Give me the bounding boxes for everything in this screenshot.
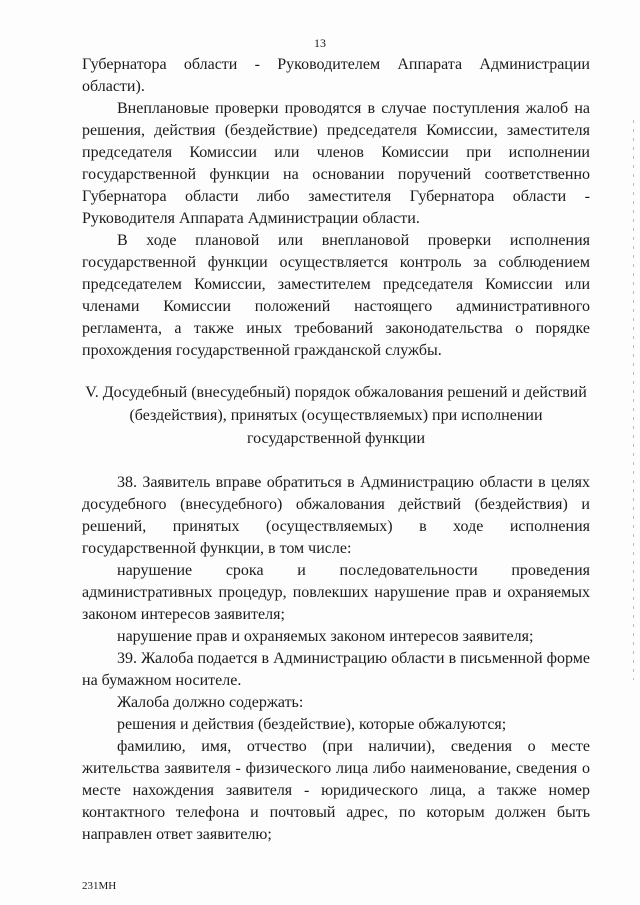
page-number: 13	[314, 36, 326, 50]
paragraph-unscheduled-inspections: Внеплановые проверки проводятся в случае поступления жалоб на решения, действия (бездействие) председателя Комиссии, заместителя председателя Комиссии или членов Комиссии при исполнении государственной функции на основании поручений соответственно Губернатора области либо заместителя Губернатора области - Руководителя Аппарата Администрации области.	[82, 100, 590, 227]
section-title-line-1: V. Досудебный (внесудебный) порядок обжалования решений и действий	[85, 384, 587, 401]
paragraph-inspection-control: В ходе плановой или внеплановой проверки исполнения государственной функции осуществляется контроль за соблюдением председателем Комиссии, заместителем председателя Комиссии или членами Комиссии положений настоящего административного регламента, а также иных требований законодательства о порядке прохождения государственной гражданской службы.	[82, 232, 590, 359]
list-item-rights-violation: нарушение прав и охраняемых законом интересов заявителя;	[117, 628, 534, 645]
paragraph-continuation: Губернатора области - Руководителем Аппарата Администрации области).	[82, 56, 590, 95]
list-item-applicant-details: фамилию, имя, отчество (при наличии), сведения о месте жительства заявителя - физического лица либо наименование, сведения о месте нахождения заявителя - юридического лица, а также номер контактного телефона и почтовый адрес, по которым должен быть направлен ответ заявителю;	[82, 738, 590, 843]
body-text-top	[82, 54, 590, 362]
scan-edge-artifact	[633, 120, 634, 680]
paragraph-39: 39. Жалоба подается в Администрацию области в письменной форме на бумажном носителе.	[82, 650, 590, 689]
paragraph-complaint-contents: Жалоба должно содержать:	[117, 694, 304, 711]
footer-document-code: 231МН	[82, 880, 117, 892]
section-title-line-3: государственной функции	[246, 430, 426, 447]
body-text-bottom	[82, 472, 590, 846]
paragraph-38: 38. Заявитель вправе обратиться в Администрацию области в целях досудебного (внесудебного) обжалования действий (бездействия) и решений, принятых (осуществляемых) в ходе исполнения государственной функции, в том числе:	[82, 474, 590, 557]
list-item-deadline-violation: нарушение срока и последовательности проведения административных процедур, повлекших нарушение прав и охраняемых законом интересов заявителя;	[82, 562, 590, 623]
list-item-decisions-appealed: решения и действия (бездействие), которые обжалуются;	[117, 716, 507, 733]
section-title-line-2: (бездействия), принятых (осуществляемых) при исполнении	[129, 407, 543, 424]
section-title	[82, 381, 590, 450]
